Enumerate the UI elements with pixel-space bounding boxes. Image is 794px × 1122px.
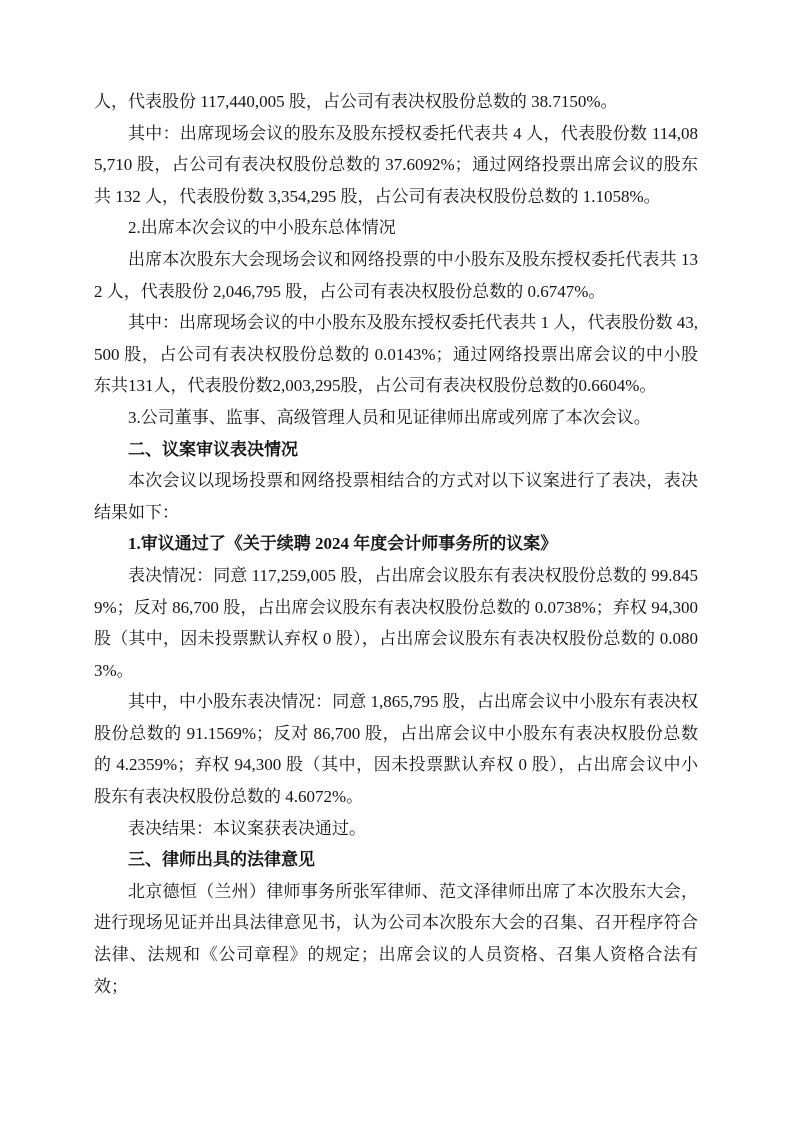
paragraph-shareholder-detail: 其中：出席现场会议的股东及股东授权委托代表共 4 人，代表股份数 114,085,710 股，占公司有表决权股份总数的 37.6092%；通过网络投票出席会议的股东共 132 人，代表股份数 3,354,295 股，占公司有表决权股份总数的 1.1058%。 bbox=[94, 123, 698, 206]
paragraph-continuation: 人，代表股份 117,440,005 股，占公司有表决权股份总数的 38.7150%。 bbox=[94, 92, 618, 111]
paragraph-vote-result-minority: 其中，中小股东表决情况：同意 1,865,795 股，占出席会议中小股东有表决权股份总数的 91.1569%；反对 86,700 股，占出席会议中小股东有表决权股份总数的 4.2359%；弃权 94,300 股（其中，因未投票默认弃权 0 股），占出席会议中小股东有表决权股份总数的 4.6072%。 bbox=[94, 692, 698, 807]
heading-section-two: 二、议案审议表决情况 bbox=[128, 439, 298, 459]
paragraph-minority-detail: 其中：出席现场会议的中小股东及股东授权委托代表共 1 人，代表股份数 43,500 股，占公司有表决权股份总数的 0.0143%；通过网络投票出席会议的中小股东共131人，代表股份数2,003,295股，占公司有表决权股份总数的0.6604%。 bbox=[94, 313, 698, 396]
paragraph-legal-opinion: 北京德恒（兰州）律师事务所张军律师、范文泽律师出席了本次股东大会，进行现场见证并出具法律意见书，认为公司本次股东大会的召集、召开程序符合法律、法规和《公司章程》的规定；出席会议的人员资格、召集人资格合法有效； bbox=[94, 881, 698, 996]
document-content bbox=[94, 86, 698, 1002]
heading-proposal-one: 1.审议通过了《关于续聘 2024 年度会计师事务所的议案》 bbox=[128, 534, 558, 554]
paragraph-vote-conclusion: 表决结果：本议案获表决通过。 bbox=[128, 818, 366, 838]
paragraph-minority-title: 2.出席本次会议的中小股东总体情况 bbox=[128, 218, 396, 238]
paragraph-vote-result-all: 表决情况：同意 117,259,005 股，占出席会议股东有表决权股份总数的 99.8459%；反对 86,700 股，占出席会议股东有表决权股份总数的 0.0738%；弃权 94,300 股（其中，因未投票默认弃权 0 股），占出席会议股东有表决权股份总数的 0.0803%。 bbox=[94, 565, 698, 680]
paragraph-attendees-note: 3.公司董事、监事、高级管理人员和见证律师出席或列席了本次会议。 bbox=[128, 407, 651, 427]
paragraph-minority-overview: 出席本次股东大会现场会议和网络投票的中小股东及股东授权委托代表共 132 人，代表股份 2,046,795 股，占公司有表决权股份总数的 0.6747%。 bbox=[94, 249, 698, 301]
heading-section-three: 三、律师出具的法律意见 bbox=[128, 850, 315, 870]
paragraph-voting-method: 本次会议以现场投票和网络投票相结合的方式对以下议案进行了表决，表决结果如下： bbox=[94, 471, 698, 522]
